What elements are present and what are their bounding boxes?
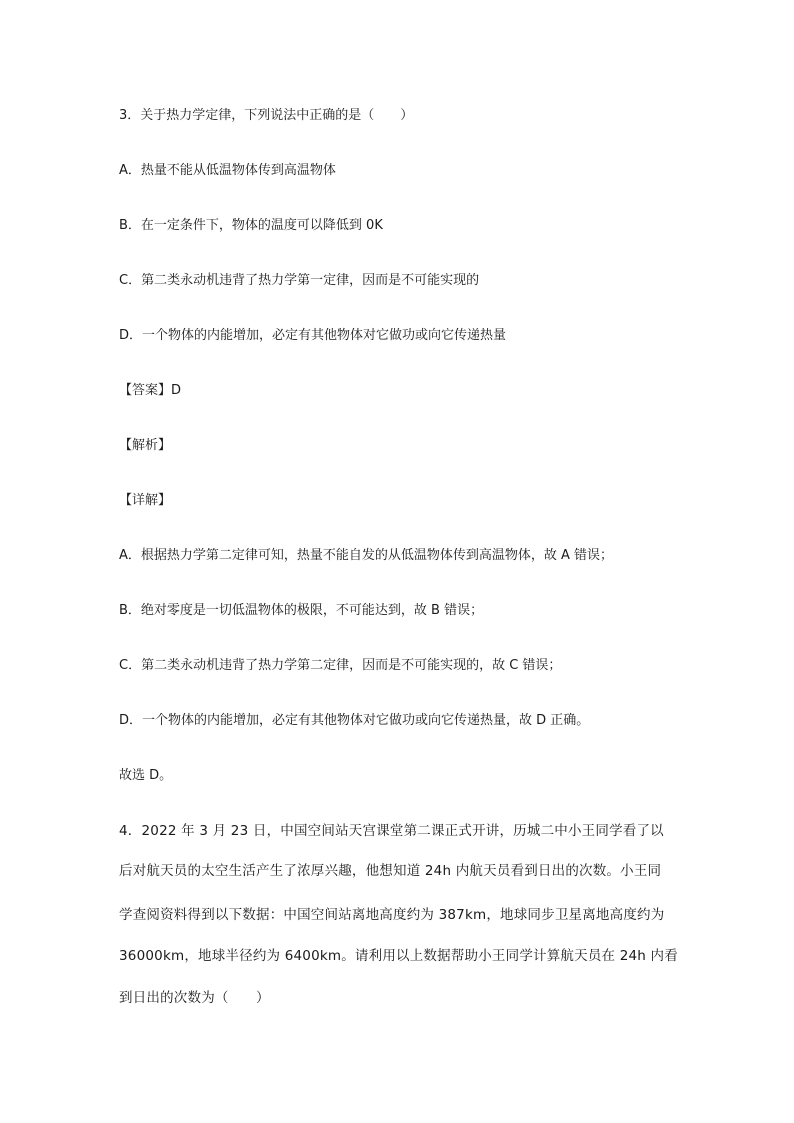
q3-conclusion: 故选 D。 [119, 768, 173, 783]
q3-detail-label: 【详解】 [119, 493, 172, 508]
q4-line-4: 36000km，地球半径约为 6400km。请利用以上数据帮助小王同学计算航天员在 24h 内看 [119, 948, 678, 964]
q3-option-b: B．在一定条件下，物体的温度可以降低到 0K [119, 218, 383, 233]
q3-analysis-label: 【解析】 [119, 438, 172, 453]
q3-stem: 3．关于热力学定律，下列说法中正确的是（ ） [119, 108, 414, 123]
q3-detail-b: B．绝对零度是一切低温物体的极限，不可能达到，故 B 错误； [119, 603, 484, 618]
q4-line-1: 4．2022 年 3 月 23 日，中国空间站天宫课堂第二课正式开讲，历城二中小王同学看了以 [119, 823, 664, 839]
q3-option-a: A．热量不能从低温物体传到高温物体 [119, 163, 336, 178]
q3-detail-a: A．根据热力学第二定律可知，热量不能自发的从低温物体传到高温物体，故 A 错误； [119, 548, 614, 563]
q3-option-c: C．第二类永动机违背了热力学第一定律，因而是不可能实现的 [119, 273, 480, 288]
q4-line-2: 后对航天员的太空生活产生了浓厚兴趣，他想知道 24h 内航天员看到日出的次数。小王同 [119, 863, 662, 879]
q3-detail-d: D．一个物体的内能增加，必定有其他物体对它做功或向它传递热量，故 D 正确。 [119, 713, 590, 728]
q3-option-d: D．一个物体的内能增加，必定有其他物体对它做功或向它传递热量 [119, 328, 507, 343]
q3-detail-c: C．第二类永动机违背了热力学第二定律，因而是不可能实现的，故 C 错误； [119, 658, 562, 673]
q4-line-3: 学查阅资料得到以下数据：中国空间站离地高度约为 387km，地球同步卫星离地高度约为 [119, 907, 665, 923]
q3-answer: 【答案】D [119, 383, 182, 398]
q4-line-5: 到日出的次数为（ ） [119, 990, 270, 1006]
